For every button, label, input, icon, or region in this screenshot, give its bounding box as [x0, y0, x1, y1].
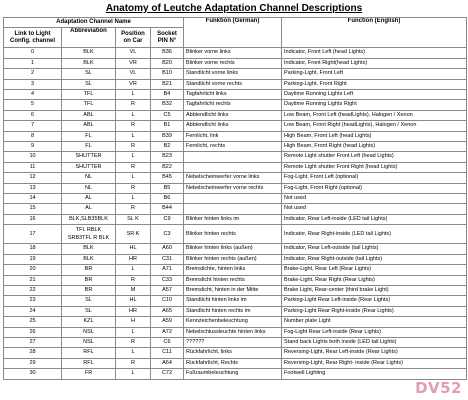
cell-link: 2 — [4, 69, 62, 79]
cell-socket: A64 — [151, 358, 184, 368]
cell-socket: A65 — [151, 306, 184, 316]
cell-function-english: Remote Light shutter Front Right (head Lights) — [282, 162, 467, 172]
cell-abbreviation: NSL — [62, 327, 116, 337]
table-row — [4, 90, 467, 100]
cell-link: 30 — [4, 369, 62, 379]
cell-abbreviation: NSL — [62, 337, 116, 347]
cell-abbreviation: KZL — [62, 317, 116, 327]
cell-socket: B4 — [151, 90, 184, 100]
cell-function-german: Blinker hinten rechts (außen) — [184, 254, 282, 264]
cell-abbreviation: BLK — [62, 244, 116, 254]
cell-function-german: Bremslicht, hinten in der Mitte — [184, 285, 282, 295]
cell-function-german: Tagfahrlicht rechts — [184, 100, 282, 110]
cell-abbreviation: BLK — [62, 58, 116, 68]
cell-function-english: Fog-Light, Front Left (optional) — [282, 173, 467, 183]
cell-position: L — [116, 131, 151, 141]
header-function-german: Funktion (German) — [184, 18, 282, 48]
table-row — [4, 369, 467, 379]
table-row — [4, 183, 467, 193]
cell-function-english: Not used — [282, 204, 467, 214]
cell-link: 28 — [4, 348, 62, 358]
cell-function-english: Daytime Running Lights Right — [282, 100, 467, 110]
cell-function-english: Indicator, Front Left (head Lights) — [282, 48, 467, 58]
cell-position: R — [116, 337, 151, 347]
table-row — [4, 306, 467, 316]
cell-link: 11 — [4, 162, 62, 172]
cell-socket: B44 — [151, 204, 184, 214]
cell-function-english: Reversing-Light, Rear Left-inside (Rear Lights) — [282, 348, 467, 358]
cell-function-english: Low Beam, Front Left (headLights), Halogen / Xenon — [282, 110, 467, 120]
cell-link: 6 — [4, 110, 62, 120]
table-row — [4, 152, 467, 162]
cell-function-german: Nebelscheinwerfer vorne rechts — [184, 183, 282, 193]
cell-link: 5 — [4, 100, 62, 110]
cell-function-german: Blinker hinten links (außen) — [184, 244, 282, 254]
cell-abbreviation: RFL — [62, 358, 116, 368]
cell-function-german: Nebelscheinwerfer vorne links — [184, 173, 282, 183]
cell-function-english: Not used — [282, 194, 467, 204]
cell-abbreviation: FL — [62, 142, 116, 152]
cell-function-english: Indicator, Rear Left-outside (tail Lights) — [282, 244, 467, 254]
cell-function-english: Number plate Light — [282, 317, 467, 327]
table-row — [4, 358, 467, 368]
table-row — [4, 327, 467, 337]
cell-socket: B6 — [151, 194, 184, 204]
cell-position: L — [116, 152, 151, 162]
cell-position: R — [116, 204, 151, 214]
cell-function-german: Standlicht vorne links — [184, 69, 282, 79]
cell-position: HL — [116, 244, 151, 254]
cell-socket: A71 — [151, 265, 184, 275]
cell-link: 18 — [4, 244, 62, 254]
cell-function-german — [184, 162, 282, 172]
cell-link: 14 — [4, 194, 62, 204]
cell-function-english: Fog-Light Rear Left-inside (Rear Lights) — [282, 327, 467, 337]
cell-position: R — [116, 183, 151, 193]
cell-function-english: Brake Light, Rear-center (third brake Light) — [282, 285, 467, 295]
cell-function-english: Reversing-Light, Rear Right- inside (Rear Lights) — [282, 358, 467, 368]
cell-abbreviation: TFL RBLK SRB3TFL R BLK — [62, 225, 116, 244]
cell-position: VL — [116, 48, 151, 58]
cell-socket: C33 — [151, 275, 184, 285]
header-position: Position on Car — [116, 28, 151, 48]
cell-abbreviation: NL — [62, 183, 116, 193]
table-row — [4, 244, 467, 254]
header-function-english: Function (English) — [282, 18, 467, 48]
cell-position: M — [116, 285, 151, 295]
cell-function-english: Parking-Light Rear Right-inside (Rear Lights) — [282, 306, 467, 316]
cell-socket: B39 — [151, 131, 184, 141]
cell-abbreviation: SHUTTER — [62, 162, 116, 172]
cell-link: 13 — [4, 183, 62, 193]
table-row — [4, 265, 467, 275]
cell-link: 1 — [4, 58, 62, 68]
cell-function-german: Abblendlicht links — [184, 110, 282, 120]
cell-link: 17 — [4, 225, 62, 244]
cell-position: R — [116, 121, 151, 131]
cell-link: 22 — [4, 285, 62, 295]
header-socket-pin: Socket PIN N° — [151, 28, 184, 48]
table-row — [4, 131, 467, 141]
cell-function-english: Parking-Light Rear Left-inside (Rear Lights) — [282, 296, 467, 306]
cell-socket: B20 — [151, 58, 184, 68]
cell-function-english: Fog-Light, Front Right (optional) — [282, 183, 467, 193]
cell-function-german: Rückfahrlicht, Rechts — [184, 358, 282, 368]
cell-abbreviation: ABL — [62, 110, 116, 120]
cell-function-english: High Beam, Front Left (head Lights) — [282, 131, 467, 141]
cell-abbreviation: TFL — [62, 90, 116, 100]
cell-socket: C3 — [151, 225, 184, 244]
cell-link: 3 — [4, 79, 62, 89]
cell-link: 7 — [4, 121, 62, 131]
cell-position: L — [116, 173, 151, 183]
cell-function-english: Stand back Lights both inside (LED tail Lights) — [282, 337, 467, 347]
cell-socket: C10 — [151, 296, 184, 306]
table-row — [4, 173, 467, 183]
cell-socket: B10 — [151, 69, 184, 79]
cell-position: L — [116, 110, 151, 120]
header-abbreviation: Abbreviation — [62, 28, 116, 48]
cell-position: R — [116, 142, 151, 152]
cell-function-german: Nebelschlussleuchte hinten links — [184, 327, 282, 337]
cell-function-german: Fußraumbeleuchtung — [184, 369, 282, 379]
document-title: Anatomy of Leutche Adaptation Channel Descriptions — [105, 3, 363, 14]
table-row — [4, 254, 467, 264]
cell-link: 0 — [4, 48, 62, 58]
cell-socket: A59 — [151, 317, 184, 327]
cell-socket: C5 — [151, 110, 184, 120]
cell-abbreviation: BLK — [62, 48, 116, 58]
cell-function-english: Remote Light shutter Front Left (head Lights) — [282, 152, 467, 162]
cell-function-german: ?????? — [184, 337, 282, 347]
cell-socket: C11 — [151, 348, 184, 358]
cell-socket: B2 — [151, 142, 184, 152]
cell-socket: B23 — [151, 152, 184, 162]
cell-function-english: Brake-Light, Rear Right (Rear Lights) — [282, 275, 467, 285]
cell-function-german: Bremslichte, hinten links — [184, 265, 282, 275]
cell-function-english: Indicator, Front Right(head Lights) — [282, 58, 467, 68]
table-row — [4, 121, 467, 131]
table-row — [4, 348, 467, 358]
cell-socket: C72 — [151, 369, 184, 379]
cell-position: HL — [116, 296, 151, 306]
cell-socket: C31 — [151, 254, 184, 264]
cell-socket: B1 — [151, 121, 184, 131]
table-row — [4, 337, 467, 347]
cell-socket: C9 — [151, 214, 184, 224]
cell-function-english: Indicator, Rear Right-outside (tail Lights) — [282, 254, 467, 264]
cell-abbreviation: SL — [62, 306, 116, 316]
table-row — [4, 285, 467, 295]
cell-function-english: Parking-Light, Front Left — [282, 69, 467, 79]
cell-link: 20 — [4, 265, 62, 275]
cell-abbreviation: FL — [62, 131, 116, 141]
cell-function-english: Parking-Light, Front Right — [282, 79, 467, 89]
cell-link: 12 — [4, 173, 62, 183]
cell-socket: A72 — [151, 327, 184, 337]
cell-socket: B32 — [151, 100, 184, 110]
cell-function-german: Fernlicht, rechts — [184, 142, 282, 152]
cell-function-german: Fernlicht, link — [184, 131, 282, 141]
cell-position: L — [116, 348, 151, 358]
cell-link: 23 — [4, 296, 62, 306]
cell-position: L — [116, 327, 151, 337]
table-row — [4, 162, 467, 172]
cell-socket: B22 — [151, 162, 184, 172]
cell-position: SR K — [116, 225, 151, 244]
table-row — [4, 275, 467, 285]
cell-socket: A60 — [151, 244, 184, 254]
cell-function-german — [184, 152, 282, 162]
cell-position: L — [116, 265, 151, 275]
cell-abbreviation: NL — [62, 173, 116, 183]
table-row — [4, 48, 467, 58]
cell-link: 24 — [4, 306, 62, 316]
cell-function-english: Indicator, Rear Left-inside (LED tail Lights) — [282, 214, 467, 224]
cell-function-english: Low Beam, Front Right (headLights), Halogen / Xenon — [282, 121, 467, 131]
cell-function-german: Standlicht hinten rechts im — [184, 306, 282, 316]
cell-link: 25 — [4, 317, 62, 327]
cell-abbreviation: FR — [62, 369, 116, 379]
cell-function-english: Indicator, Rear Right-inside (LED tail Lights) — [282, 225, 467, 244]
cell-socket: B45 — [151, 173, 184, 183]
cell-function-english: Brake-Light, Rear Left (Rear Lights) — [282, 265, 467, 275]
table-row — [4, 214, 467, 224]
cell-link: 29 — [4, 358, 62, 368]
table-row — [4, 194, 467, 204]
cell-position: R — [116, 162, 151, 172]
table-row — [4, 296, 467, 306]
cell-function-german: Abblendlicht links — [184, 121, 282, 131]
cell-link: 8 — [4, 131, 62, 141]
cell-abbreviation: BLK — [62, 254, 116, 264]
cell-socket: A57 — [151, 285, 184, 295]
cell-abbreviation: AL — [62, 204, 116, 214]
table-row — [4, 79, 467, 89]
cell-abbreviation: ABL — [62, 121, 116, 131]
cell-function-english: High Beam, Front Right (head Lights) — [282, 142, 467, 152]
cell-function-german: Blinker hinten links im — [184, 214, 282, 224]
table-row — [4, 58, 467, 68]
cell-function-german: Blinker vorne rechts — [184, 58, 282, 68]
cell-abbreviation: SHUTTER — [62, 152, 116, 162]
cell-function-german: Blinker vorne links — [184, 48, 282, 58]
cell-function-german — [184, 204, 282, 214]
cell-position: HR — [116, 306, 151, 316]
cell-position: R — [116, 275, 151, 285]
cell-abbreviation: BR — [62, 275, 116, 285]
cell-function-english: Footwell Lighting — [282, 369, 467, 379]
cell-link: 4 — [4, 90, 62, 100]
cell-link: 10 — [4, 152, 62, 162]
cell-position: VL — [116, 69, 151, 79]
cell-function-german: Standlicht vorne rechts — [184, 79, 282, 89]
cell-abbreviation: BR — [62, 265, 116, 275]
table-row — [4, 69, 467, 79]
cell-link: 27 — [4, 337, 62, 347]
cell-abbreviation: BLK,SLB35BLK — [62, 214, 116, 224]
cell-position: L — [116, 194, 151, 204]
cell-link: 15 — [4, 204, 62, 214]
cell-socket: B5 — [151, 183, 184, 193]
cell-abbreviation: AL — [62, 194, 116, 204]
cell-function-english: Daytime Running Lights Left — [282, 90, 467, 100]
cell-function-german: Blinker hinten rechts — [184, 225, 282, 244]
cell-link: 16 — [4, 214, 62, 224]
table-body — [4, 48, 467, 379]
table-row — [4, 317, 467, 327]
cell-function-german: Bremslicht hinten rechts — [184, 275, 282, 285]
cell-function-german: Tagfahrlicht links — [184, 90, 282, 100]
cell-position: HR — [116, 254, 151, 264]
table-row — [4, 110, 467, 120]
watermark: DV52 — [415, 379, 462, 397]
cell-function-german: Standlicht hinten links im — [184, 296, 282, 306]
cell-link: 9 — [4, 142, 62, 152]
table-row — [4, 142, 467, 152]
cell-position: R — [116, 358, 151, 368]
header-adaptation-channel-name: Adaptation Channel Name — [4, 18, 184, 28]
cell-position: VR — [116, 79, 151, 89]
cell-position: L — [116, 369, 151, 379]
cell-position: R — [116, 100, 151, 110]
cell-link: 21 — [4, 275, 62, 285]
cell-position: H — [116, 317, 151, 327]
cell-position: VR — [116, 58, 151, 68]
cell-link: 19 — [4, 254, 62, 264]
table-row — [4, 100, 467, 110]
cell-position: L — [116, 90, 151, 100]
cell-function-german: Rückfahrlicht, links — [184, 348, 282, 358]
cell-function-german: Kennzeichenbeleuchtung — [184, 317, 282, 327]
cell-abbreviation: SL — [62, 69, 116, 79]
table-row — [4, 225, 467, 244]
header-link-config: Link to Light Config. channel — [4, 28, 62, 48]
cell-socket: C6 — [151, 337, 184, 347]
cell-abbreviation: BR — [62, 285, 116, 295]
adaptation-channel-table — [3, 17, 467, 380]
cell-function-german — [184, 194, 282, 204]
cell-link: 26 — [4, 327, 62, 337]
cell-abbreviation: RFL — [62, 348, 116, 358]
cell-abbreviation: SL — [62, 296, 116, 306]
cell-abbreviation: TFL — [62, 100, 116, 110]
table-row — [4, 204, 467, 214]
cell-position: SL K — [116, 214, 151, 224]
cell-abbreviation: SL — [62, 79, 116, 89]
cell-socket: B21 — [151, 79, 184, 89]
cell-socket: B36 — [151, 48, 184, 58]
